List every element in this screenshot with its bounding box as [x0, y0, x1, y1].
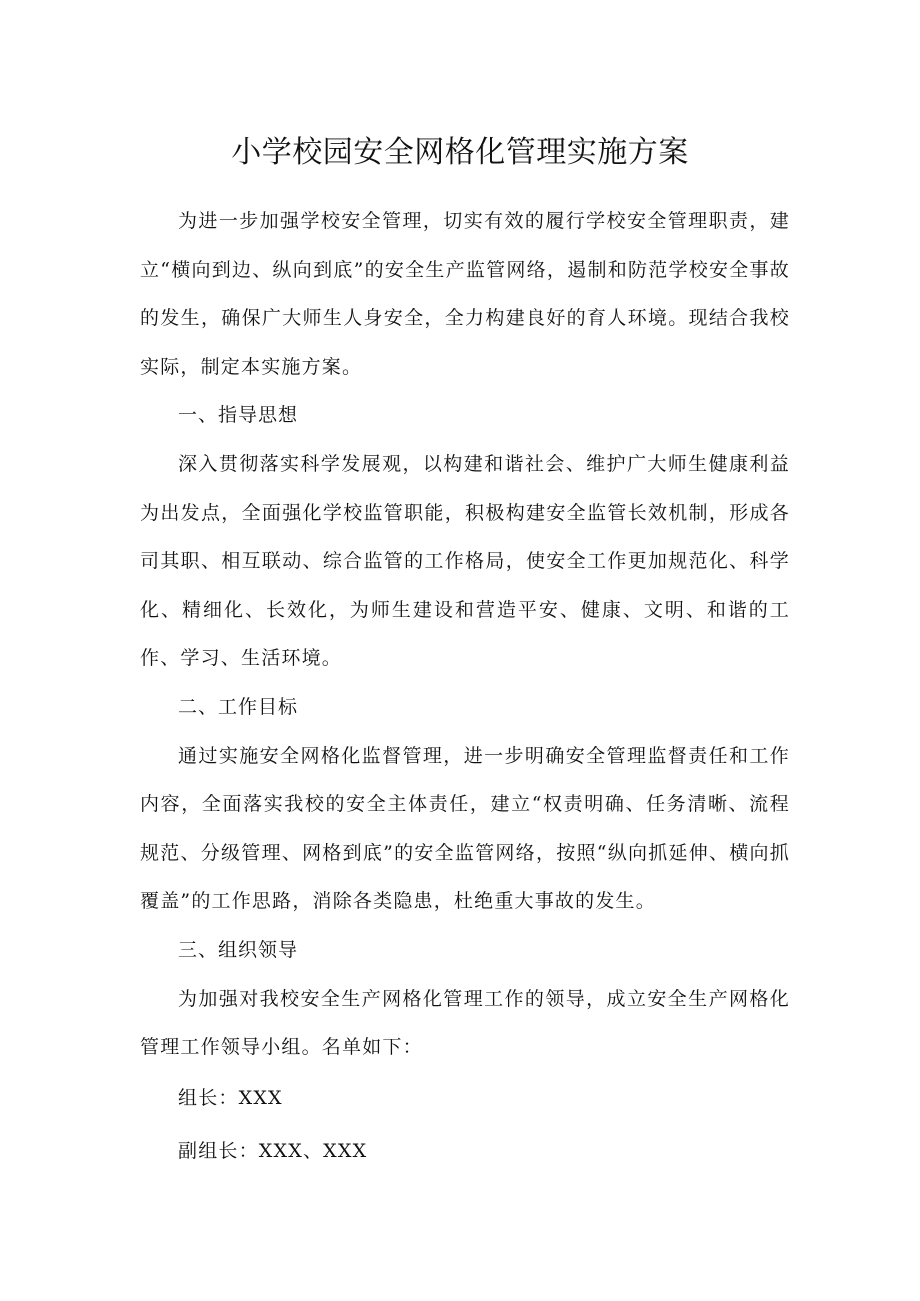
section-paragraph-organization-leadership: 为加强对我校安全生产网格化管理工作的领导，成立安全生产网格化管理工作领导小组。名单如下：	[140, 987, 790, 1059]
member-line-deputy-leader: 副组长：XXX、XXX	[178, 1139, 368, 1162]
document-body	[140, 197, 790, 1178]
section-heading-organization-leadership: 三、组织领导	[178, 938, 299, 961]
section-heading-work-goals: 二、工作目标	[178, 695, 299, 718]
document-title: 小学校园安全网格化管理实施方案	[231, 135, 689, 170]
intro-paragraph: 为进一步加强学校安全管理，切实有效的履行学校安全管理职责，建立“横向到边、纵向到底”的安全生产监管网络，遏制和防范学校安全事故的发生，确保广大师生人身安全，全力构建良好的育人环境。现结合我校实际，制定本实施方案。	[140, 210, 790, 378]
section-heading-guiding-ideology: 一、指导思想	[178, 404, 299, 427]
section-paragraph-guiding-ideology: 深入贯彻落实科学发展观，以构建和谐社会、维护广大师生健康利益为出发点，全面强化学校监管职能，积极构建安全监管长效机制，形成各司其职、相互联动、综合监管的工作格局，使安全工作更加规范化、科学化、精细化、长效化，为师生建设和营造平安、健康、文明、和谐的工作、学习、生活环境。	[140, 452, 790, 670]
member-line-leader: 组长：XXX	[178, 1086, 283, 1109]
section-paragraph-work-goals: 通过实施安全网格化监督管理，进一步明确安全管理监督责任和工作内容，全面落实我校的安全主体责任，建立“权责明确、任务清晰、流程规范、分级管理、网格到底”的安全监管网络，按照“纵向抓延伸、横向抓覆盖”的工作思路，消除各类隐患，杜绝重大事故的发生。	[140, 744, 790, 913]
